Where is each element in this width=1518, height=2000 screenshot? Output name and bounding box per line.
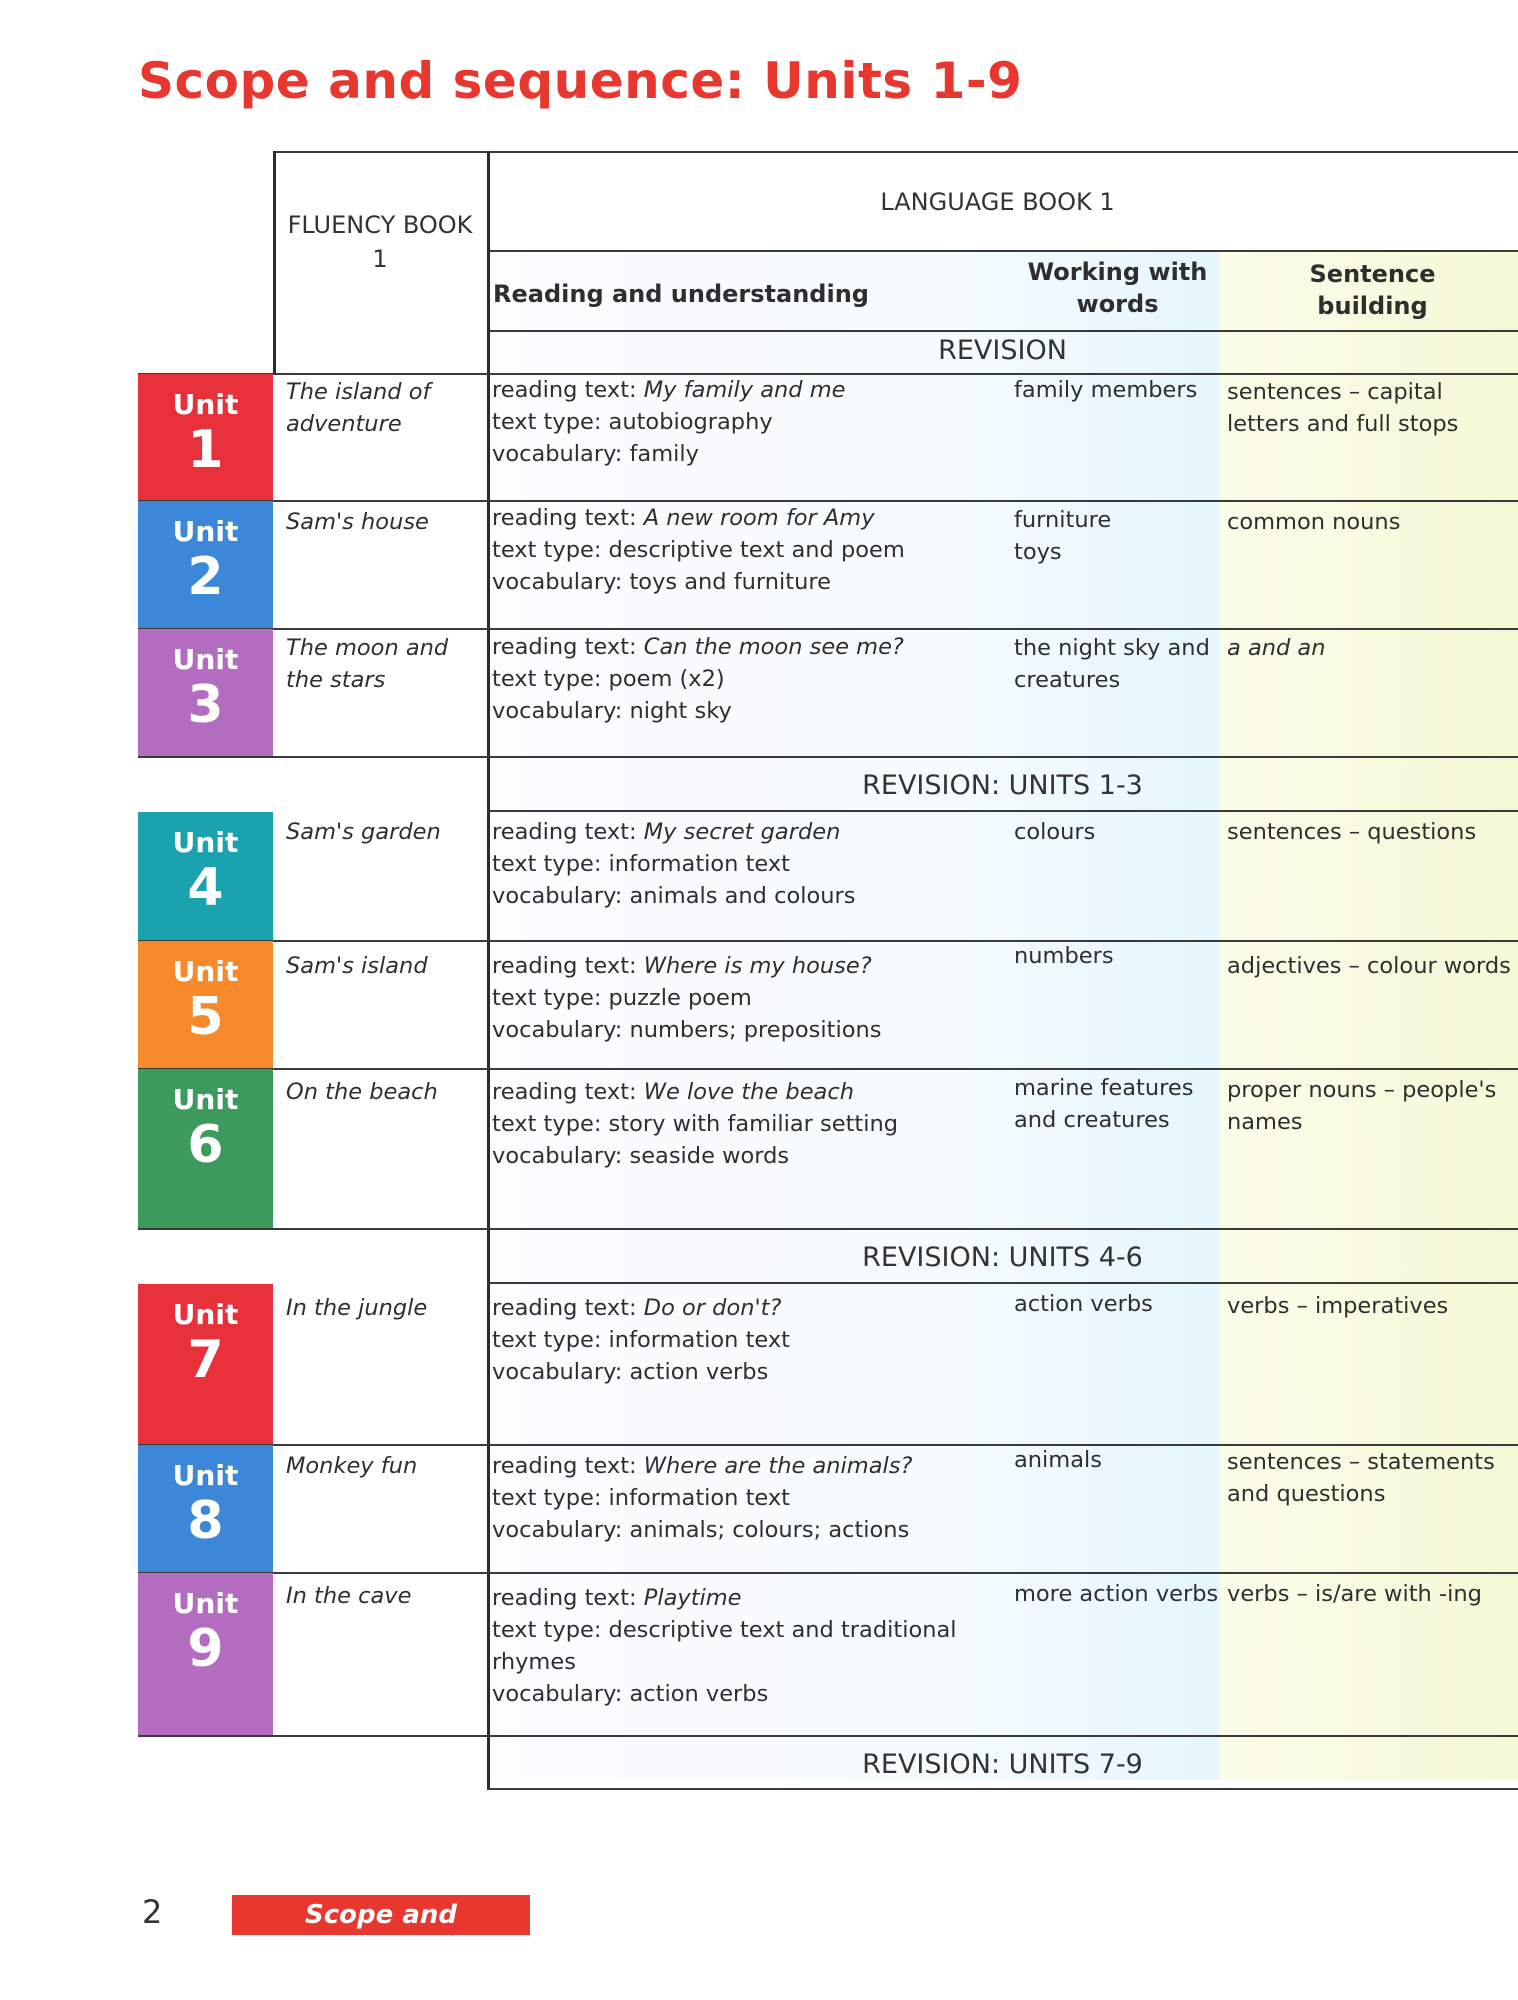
row-separator bbox=[138, 1735, 1518, 1737]
working-words-cell: marine features and creatures bbox=[1014, 1075, 1194, 1133]
page-number: 2 bbox=[142, 1893, 163, 1931]
sentence-building-cell: proper nouns – people's names bbox=[1227, 1077, 1497, 1135]
working-words-cell: numbers bbox=[1014, 943, 1114, 969]
sentence-building-cell: verbs – is/are with -ing bbox=[1227, 1581, 1482, 1607]
working-words-cell: colours bbox=[1014, 819, 1096, 845]
row-separator bbox=[138, 756, 1518, 758]
row-separator bbox=[487, 1282, 1518, 1284]
sentence-building-column-band bbox=[1220, 250, 1518, 1780]
reading-understanding-header: Reading and understanding bbox=[493, 280, 869, 308]
table-top-border-left bbox=[273, 151, 488, 153]
fluency-title: Monkey fun bbox=[286, 1453, 418, 1479]
revision-row: REVISION: UNITS 1-3 bbox=[862, 770, 1143, 801]
fluency-title: Sam's house bbox=[286, 509, 429, 535]
working-words-cell: action verbs bbox=[1014, 1291, 1153, 1317]
fluency-title: Sam's island bbox=[286, 953, 428, 979]
fluency-book-header: FLUENCY BOOK 1 bbox=[287, 211, 473, 273]
working-with-words-header: Working with words bbox=[1027, 258, 1208, 318]
row-separator bbox=[138, 940, 1518, 942]
reading-cell: reading text: A new room for Amy text type: descriptive text and poem vocabulary: toys and furniture bbox=[492, 505, 905, 595]
page-title: Scope and sequence: Units 1-9 bbox=[138, 52, 1023, 110]
unit-tab-6: Unit 6 bbox=[138, 1069, 273, 1228]
unit-tab-1: Unit 1 bbox=[138, 374, 273, 500]
sentence-building-cell: adjectives – colour words bbox=[1227, 953, 1511, 979]
row-separator bbox=[138, 1068, 1518, 1070]
working-words-column-band bbox=[975, 250, 1220, 1780]
unit-tab-5: Unit 5 bbox=[138, 941, 273, 1068]
unit-tab-2: Unit 2 bbox=[138, 501, 273, 628]
fluency-title: Sam's garden bbox=[286, 819, 441, 845]
unit-tab-9: Unit 9 bbox=[138, 1573, 273, 1735]
sentence-building-cell: verbs – imperatives bbox=[1227, 1293, 1449, 1319]
reading-cell: reading text: Where are the animals? text type: information text vocabulary: animals; colours; actions bbox=[492, 1453, 913, 1543]
row-separator bbox=[138, 1228, 1518, 1230]
language-book-divider bbox=[487, 250, 1518, 252]
reading-cell: reading text: We love the beach text type: story with familiar setting vocabulary: seaside words bbox=[492, 1079, 899, 1169]
revision-row: REVISION: UNITS 4-6 bbox=[862, 1242, 1143, 1273]
working-words-cell: animals bbox=[1014, 1447, 1102, 1473]
sentence-building-header: Sentence building bbox=[1309, 260, 1436, 320]
row-separator bbox=[138, 628, 1518, 630]
reading-cell: reading text: Do or don't? text type: information text vocabulary: action verbs bbox=[492, 1295, 790, 1385]
sentence-building-cell: a and an bbox=[1227, 635, 1326, 661]
reading-cell: reading text: My secret garden text type: information text vocabulary: animals and colours bbox=[492, 819, 856, 909]
working-words-cell: the night sky and creatures bbox=[1014, 635, 1210, 693]
main-vertical-divider bbox=[487, 151, 490, 1789]
sentence-building-cell: sentences – questions bbox=[1227, 819, 1477, 845]
fluency-left-border bbox=[273, 151, 276, 373]
unit-tab-8: Unit 8 bbox=[138, 1445, 273, 1572]
sentence-building-cell: common nouns bbox=[1227, 509, 1401, 535]
fluency-title: The moon and the stars bbox=[286, 635, 449, 693]
fluency-title: On the beach bbox=[286, 1079, 438, 1105]
sentence-building-cell: sentences – capital letters and full stops bbox=[1227, 379, 1459, 437]
table-top-border-right bbox=[487, 151, 1518, 153]
footer-section-tag: Scope and sequence bbox=[232, 1895, 530, 1935]
working-words-cell: family members bbox=[1014, 377, 1198, 403]
revision-row: REVISION bbox=[938, 335, 1067, 366]
row-separator bbox=[487, 810, 1518, 812]
table-bottom-border bbox=[487, 1788, 1518, 1790]
fluency-title: In the jungle bbox=[286, 1295, 428, 1321]
fluency-title: The island of adventure bbox=[286, 379, 431, 437]
reading-cell: reading text: My family and me text type: autobiography vocabulary: family bbox=[492, 377, 846, 467]
language-book-header: LANGUAGE BOOK 1 bbox=[880, 188, 1115, 216]
reading-cell: reading text: Where is my house? text type: puzzle poem vocabulary: numbers; prepositions bbox=[492, 953, 882, 1043]
reading-cell: reading text: Can the moon see me? text type: poem (x2) vocabulary: night sky bbox=[492, 634, 904, 724]
reading-cell: reading text: Playtime text type: descriptive text and traditional rhymes vocabulary: action verbs bbox=[492, 1585, 957, 1707]
revision-row: REVISION: UNITS 7-9 bbox=[862, 1749, 1143, 1780]
unit-tab-3: Unit 3 bbox=[138, 629, 273, 756]
working-words-cell: more action verbs bbox=[1014, 1581, 1219, 1607]
fluency-title: In the cave bbox=[286, 1583, 412, 1609]
unit-tab-4: Unit 4 bbox=[138, 812, 273, 940]
unit-tab-7: Unit 7 bbox=[138, 1284, 273, 1444]
row-separator bbox=[138, 1572, 1518, 1574]
working-words-cell: furniture toys bbox=[1014, 507, 1112, 565]
sentence-building-cell: sentences – statements and questions bbox=[1227, 1449, 1495, 1507]
subheader-divider bbox=[487, 330, 1518, 332]
